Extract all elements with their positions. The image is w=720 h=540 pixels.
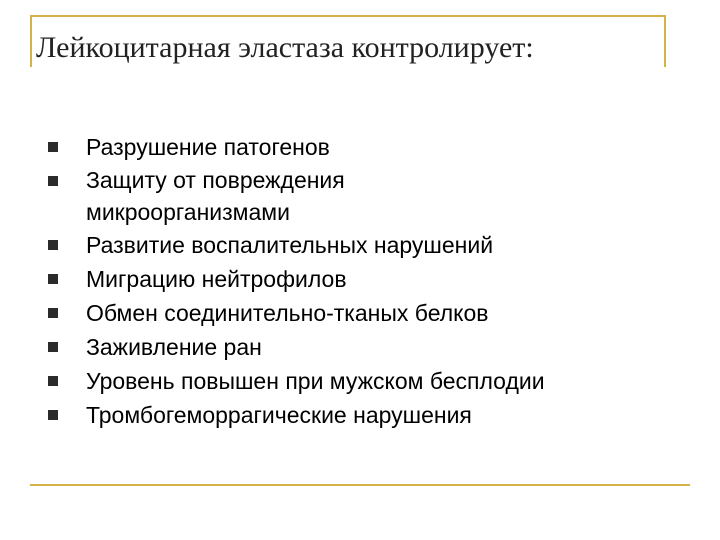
- bullet-text: Заживление ран: [86, 334, 262, 360]
- square-bullet-icon: [48, 240, 58, 250]
- bullet-list: [48, 130, 688, 432]
- frame-top-line: [30, 15, 666, 17]
- frame-right-line: [664, 15, 666, 67]
- bullet-text: Разрушение патогенов: [86, 134, 330, 160]
- bullet-item: [48, 296, 688, 330]
- square-bullet-icon: [48, 142, 58, 152]
- bullet-text: Развитие воспалительных нарушений: [86, 232, 494, 258]
- square-bullet-icon: [48, 176, 58, 186]
- bullet-item: [48, 228, 688, 262]
- bullet-text: Миграцию нейтрофилов: [86, 266, 347, 292]
- bullet-item: [48, 130, 688, 164]
- bullet-text: Уровень повышен при мужском бесплодии: [86, 368, 545, 394]
- frame-bottom-line: [30, 484, 690, 486]
- bullet-item: [48, 164, 426, 228]
- bullet-item: [48, 262, 688, 296]
- bullet-item: [48, 330, 688, 364]
- frame-left-line: [30, 15, 32, 67]
- square-bullet-icon: [48, 308, 58, 318]
- square-bullet-icon: [48, 376, 58, 386]
- square-bullet-icon: [48, 410, 58, 420]
- slide-title: Лейкоцитарная эластаза контролирует:: [36, 31, 534, 64]
- bullet-text: Защиту от повреждения микроорганизмами: [86, 167, 345, 225]
- bullet-item: [48, 364, 688, 398]
- bullet-text: Обмен соединительно-тканых белков: [86, 300, 489, 326]
- square-bullet-icon: [48, 342, 58, 352]
- bullet-item: [48, 398, 688, 432]
- square-bullet-icon: [48, 274, 58, 284]
- bullet-text: Тромбогеморрагические нарушения: [86, 402, 472, 428]
